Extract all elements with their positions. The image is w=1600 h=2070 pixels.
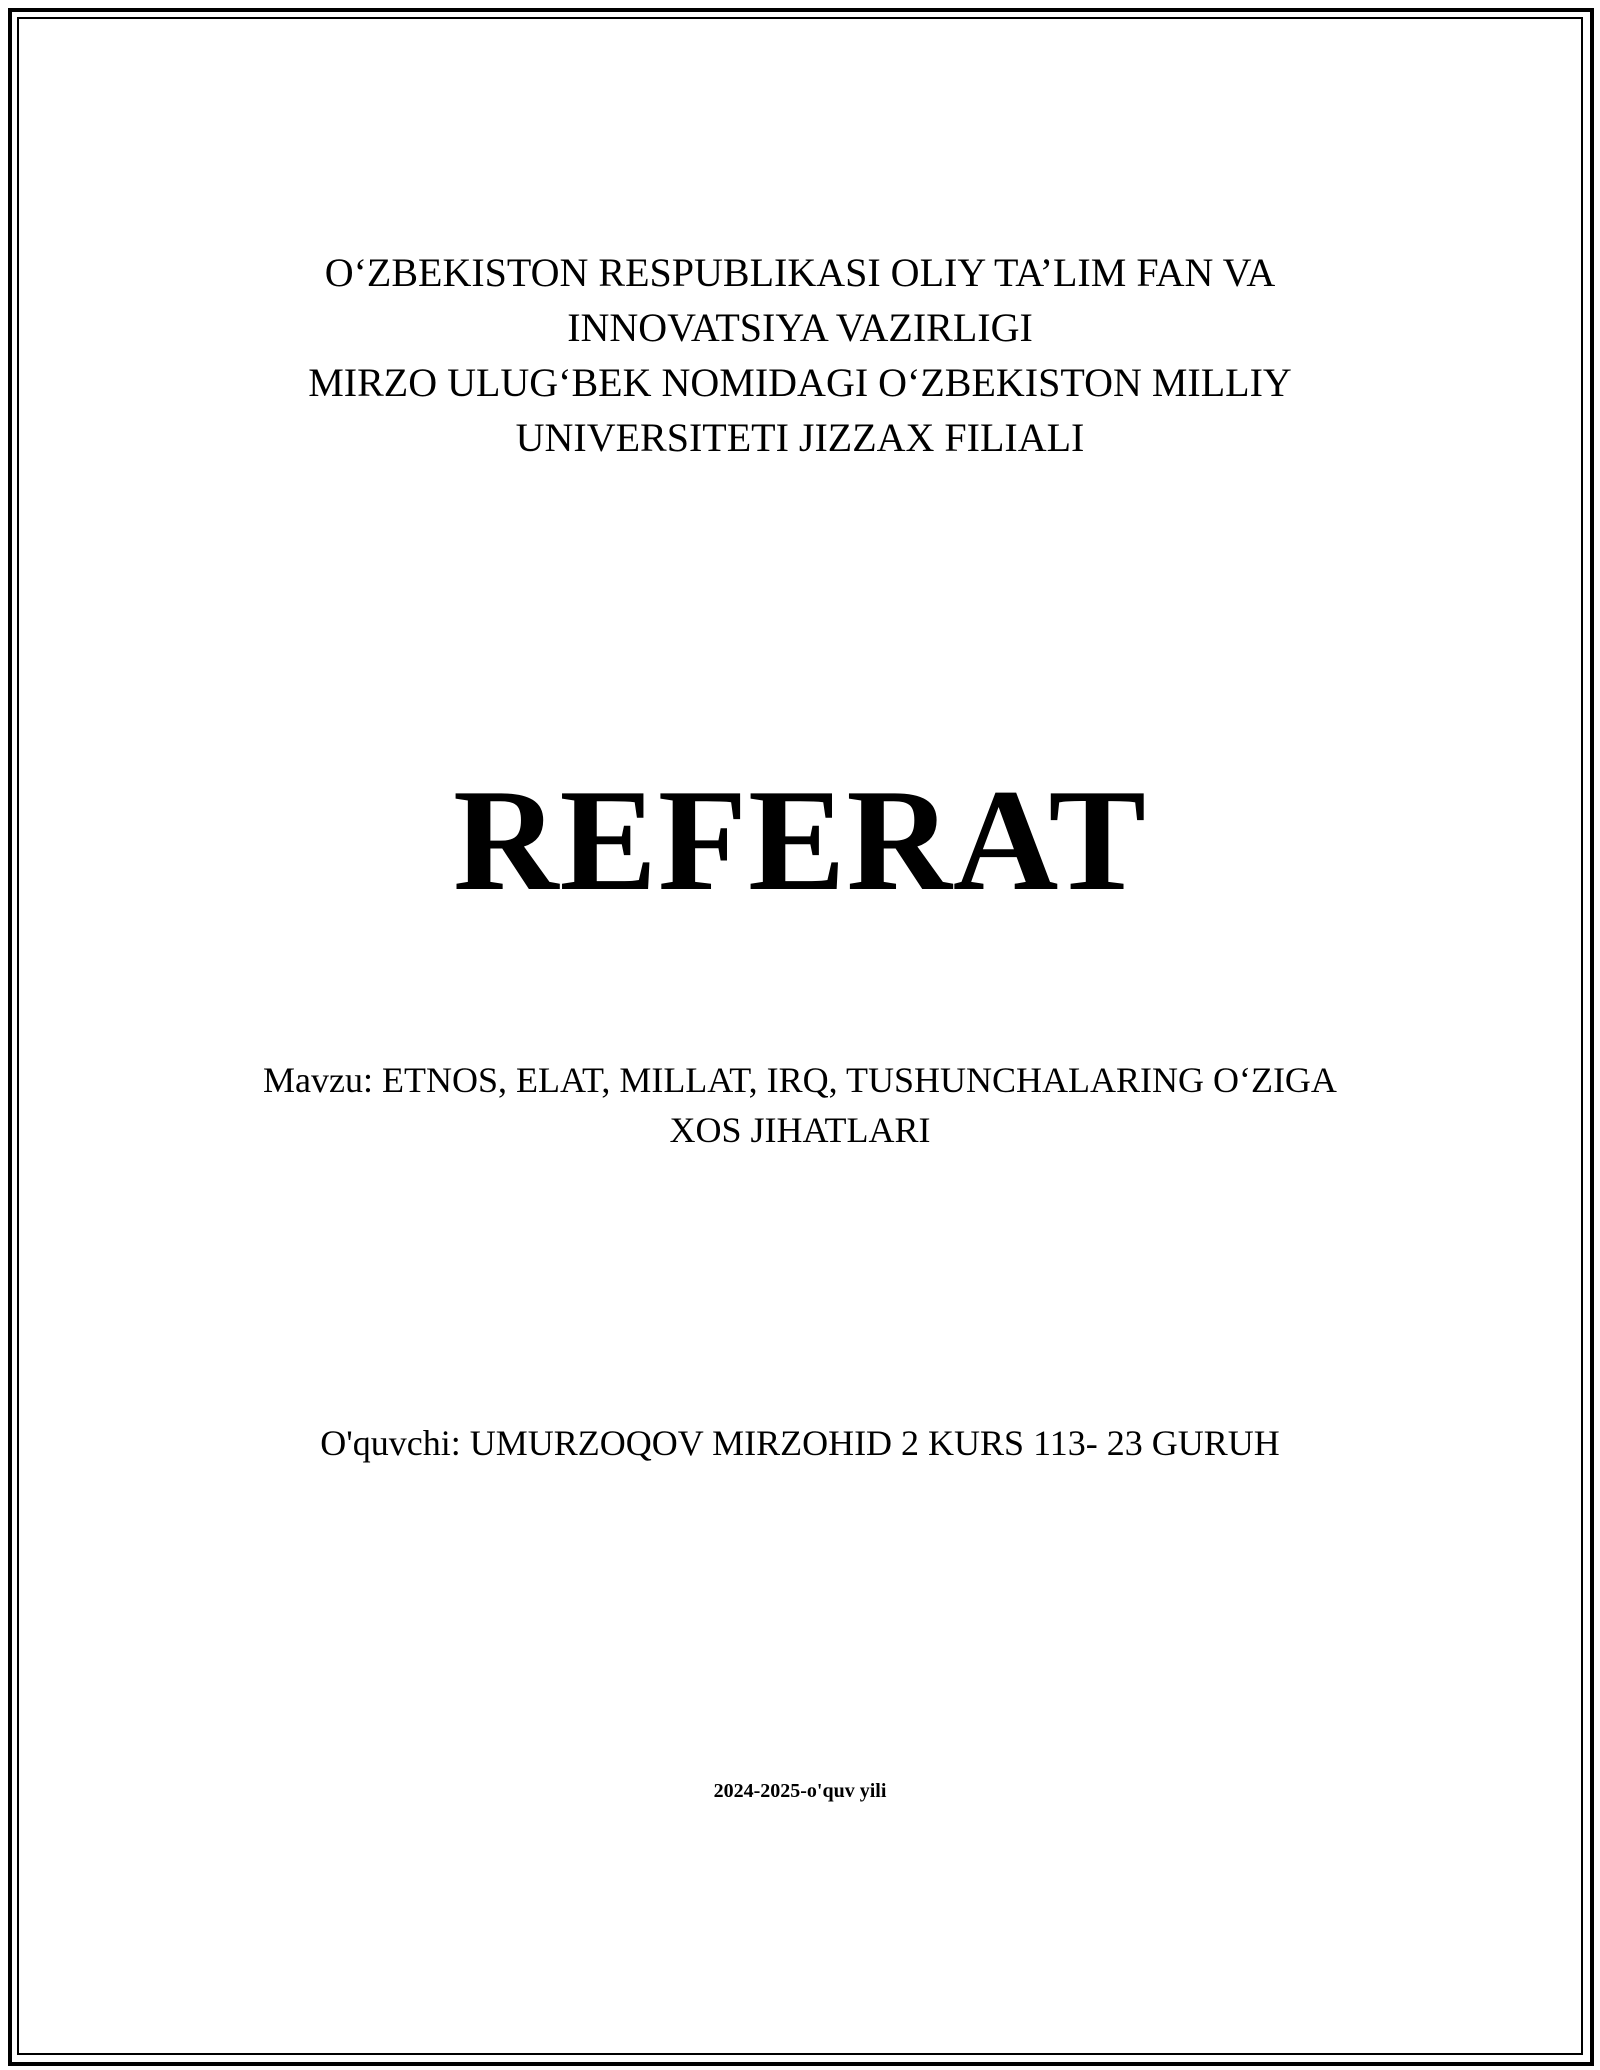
student-info: O'quvchi: UMURZOQOV MIRZOHID 2 KURS 113- 23 GURUH	[320, 1423, 1280, 1463]
header-line-3: MIRZO ULUG‘BEK NOMIDAGI O‘ZBEKISTON MILLIY	[308, 360, 1292, 405]
header-line-1: O‘ZBEKISTON RESPUBLIKASI OLIY TA’LIM FAN VA	[324, 250, 1276, 295]
topic-line-2: XOS JIHATLARI	[669, 1110, 931, 1150]
document-title: REFERAT	[453, 759, 1147, 921]
topic-line-1: Mavzu: ETNOS, ELAT, MILLAT, IRQ, TUSHUNCHALARING O‘ZIGA	[263, 1060, 1337, 1100]
header-line-4: UNIVERSITETI JIZZAX FILIALI	[515, 415, 1085, 460]
academic-year: 2024-2025-o'quv yili	[713, 1780, 887, 1802]
topic	[0, 1055, 1600, 1155]
header-line-2: INNOVATSIYA VAZIRLIGI	[567, 305, 1033, 350]
institution-header	[0, 245, 1600, 465]
